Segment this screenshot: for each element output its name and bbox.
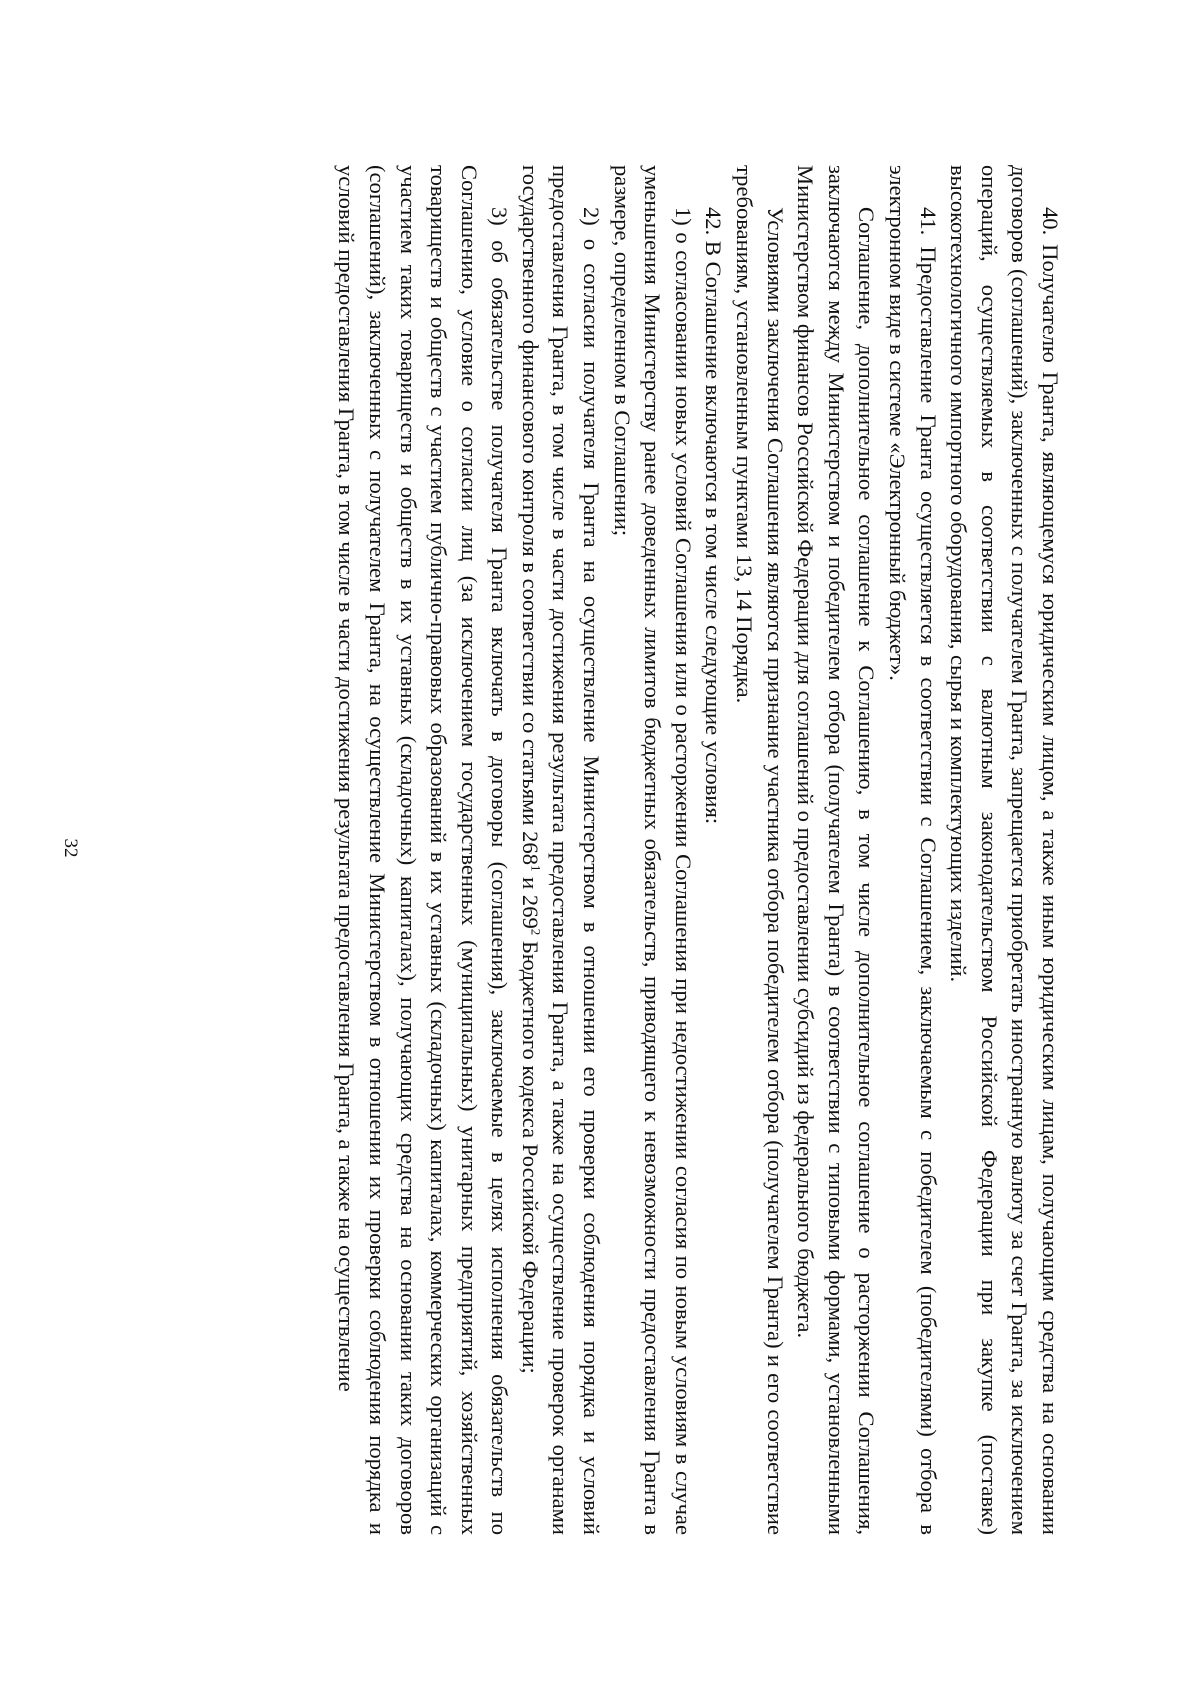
page-number: 32 — [60, 838, 81, 858]
document-body — [331, 165, 1065, 1535]
item-2-text-part-1: 2) о согласии получателя Гранта на осуществление Министерством в отношении его проверки соблюдения порядка и условий предоставления Гранта, в том числе в части достижения результата предоставления Гранта, а также на осуществление проверок органами государственного финансового контроля в соответствии со статьями 268 — [517, 165, 605, 1535]
paragraph-41: 41. Предоставление Гранта осуществляется в соответствии с Соглашением, заключаемым с победителем (победителями) отбора в электронном виде в системе «Электронный бюджет». — [885, 165, 941, 1535]
paragraph-42: 42. В Соглашение включаются в том числе следующие условия: — [701, 207, 727, 825]
paragraph-42-item-1: 1) о согласовании новых условий Соглашения или о расторжении Соглашения при недостижении согласия по новым условиям в случае уменьшения Министерству ранее доведенных лимитов бюджетных обязательств, приводящего к невозможности предоставления Гранта в размере, определенном в Соглашении; — [609, 165, 696, 1535]
superscript-1: 1 — [528, 865, 544, 872]
paragraph-41-conditions: Условиями заключения Соглашения являются признание участника отбора победителем отбора (получателем Гранта) и его соответствие требованиям, установленным пунктами 13, 14 Порядка. — [732, 165, 788, 1535]
paragraph-42-item-3: 3) об обязательстве получателя Гранта включать в договоры (соглашения), заключаемые в целях исполнения обязательств по Соглашению, условие о согласии лиц (за исключением государственных (муниципальных) унитарных предприятий, хозяйственных товариществ и обществ с участием публично-правовых образований в их уставных (складочных) капиталах, коммерческих организаций с участием таких товариществ и обществ в их уставных (складочных) капиталах), получающих средства на основании таких договоров (соглашений), заключенных с получателем Гранта, на осуществление Министерством в отношении их проверки соблюдения порядка и условий предоставления Гранта, в том числе в части достижения результата предоставления Гранта, а также на осуществление — [334, 165, 513, 1535]
paragraph-40: 40. Получателю Гранта, являющемуся юридическим лицом, а также иным юридическим лицам, получающим средства на основании договоров (соглашений), заключенных с получателем Гранта, запрещается приобретать иностранную валюту за счет Гранта, за исключением операций, осуществляемых в соответствии с валютным законодательством Российской Федерации при закупке (поставке) высокотехнологичного импортного оборудования, сырья и комплектующих изделий. — [946, 165, 1063, 1535]
paragraph-41-agreement: Соглашение, дополнительное соглашение к Соглашению, в том числе дополнительное соглашение о расторжении Соглашения, заключаются между Министерством и победителем отбора (получателем Гранта) в соответствии с типовыми формами, установленными Министерством финансов Российской Федерации для соглашений о предоставлении субсидий из федерального бюджета. — [793, 165, 880, 1535]
item-2-text-part-3: Бюджетного кодекса Российской Федерации; — [517, 935, 543, 1374]
paragraph-42-item-2 — [514, 165, 606, 1535]
superscript-2: 2 — [528, 928, 544, 936]
rotated-text-block — [135, 165, 1065, 1535]
item-2-text-part-2: и 269 — [517, 871, 543, 929]
